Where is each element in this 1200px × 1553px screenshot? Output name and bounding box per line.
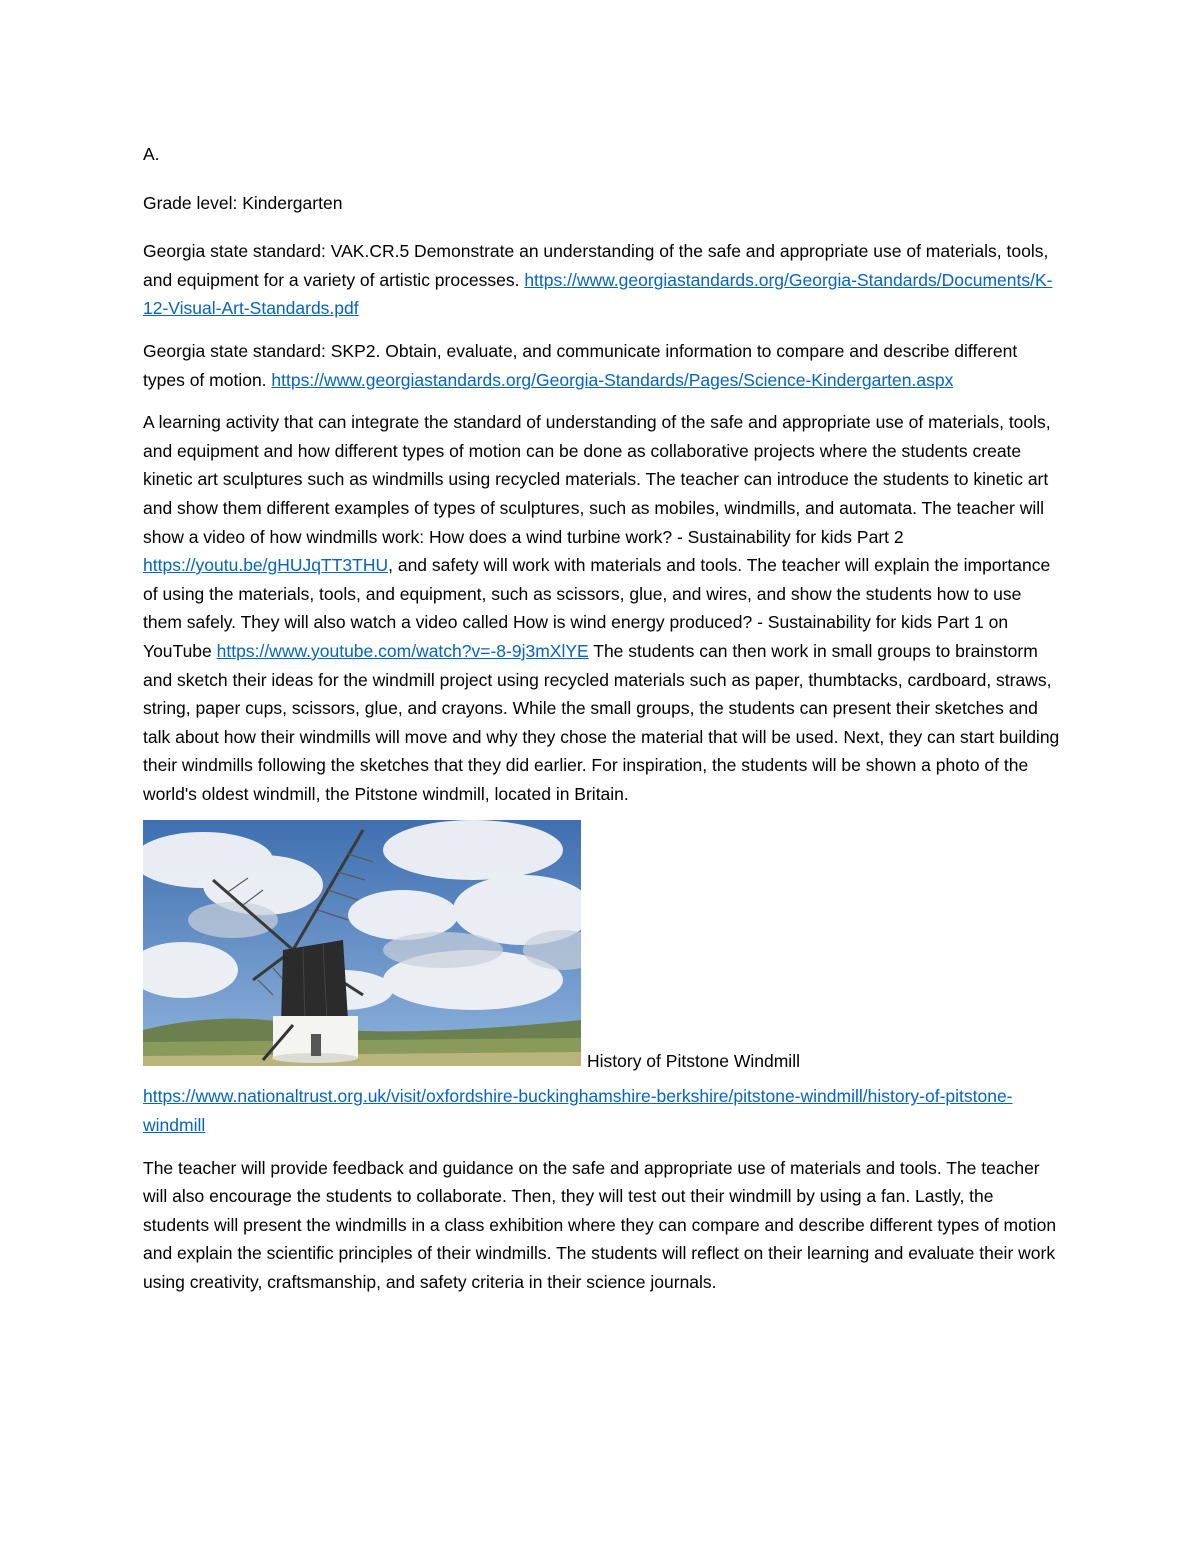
windmill-figure — [143, 820, 1063, 1082]
video-link-part-1[interactable]: https://www.youtube.com/watch?v=-8-9j3mXlYE — [216, 640, 589, 661]
activity-text-2: , and safety will work with materials and tools. The teacher will explain the importance of using the materials, tools, and equipment, such as scissors, glue, and wires, and show the students how to use them safely. They will also watch a video called How is wind energy produced? - Sustainability for kids Part 1 on YouTube — [143, 555, 1051, 661]
activity-text-3: The students can then work in small groups to brainstorm and sketch their ideas for the windmill project using recycled materials such as paper, thumbtacks, cardboard, straws, string, paper cups, scissors, glue, and crayons. While the small groups, the students can present their sketches and talk about how their windmills will move and why they chose the material that will be used. Next, they can start building their windmills following the sketches that they did earlier. For inspiration, the students will be shown a photo of the world's oldest windmill, the Pitstone windmill, located in Britain. — [143, 640, 1060, 804]
closing-paragraph: The teacher will provide feedback and guidance on the safe and appropriate use of materials and tools. The teacher will also encourage the students to collaborate. Then, they will test out their windmill by using a fan. Lastly, the students will present the windmills in a class exhibition where they can compare and describe different types of motion and explain the scientific principles of their windmills. The students will reflect on their learning and evaluate their work using creativity, craftsmanship, and safety criteria in their science journals. — [143, 1157, 1057, 1293]
image-source-paragraph — [143, 1082, 1063, 1139]
standard-2-link[interactable]: https://www.georgiastandards.org/Georgia-Standards/Pages/Science-Kindergarten.aspx — [271, 369, 954, 390]
standard-2-paragraph — [143, 337, 1063, 394]
image-caption: History of Pitstone Windmill — [587, 1051, 800, 1072]
section-heading: A. — [143, 144, 160, 164]
standard-2-text: Georgia state standard: SKP2. Obtain, evaluate, and communicate information to compare and describe different types of motion. — [143, 340, 1018, 390]
pitstone-windmill-photo — [143, 820, 581, 1066]
activity-paragraph — [143, 408, 1063, 808]
standard-1-link[interactable]: https://www.georgiastandards.org/Georgia-Standards/Documents/K-12-Visual-Art-Standards.pdf — [143, 269, 1053, 319]
document-page — [143, 140, 1063, 1297]
activity-text-1: A learning activity that can integrate the standard of understanding of the safe and appropriate use of materials, tools, and equipment and how different types of motion can be done as collaborative projects where the students create kinetic art sculptures such as windmills using recycled materials. The teacher can introduce the students to kinetic art and show them different examples of types of sculptures, such as mobiles, windmills, and automata. The teacher will show a video of how windmills work: How does a wind turbine work? - Sustainability for kids Part 2 — [143, 412, 1051, 547]
standard-1-text: Georgia state standard: VAK.CR.5 Demonstrate an understanding of the safe and appropriate use of materials, tools, and equipment for a variety of artistic processes. — [143, 241, 1049, 290]
video-link-part-2[interactable]: https://youtu.be/gHUJqTT3THU — [143, 555, 389, 576]
grade-level: Grade level: Kindergarten — [143, 192, 343, 213]
pitstone-history-link[interactable]: https://www.nationaltrust.org.uk/visit/oxfordshire-buckinghamshire-berkshire/pitstone-windmill/history-of-pitstone-windmill — [143, 1086, 1013, 1136]
standard-1-paragraph — [143, 237, 1063, 323]
